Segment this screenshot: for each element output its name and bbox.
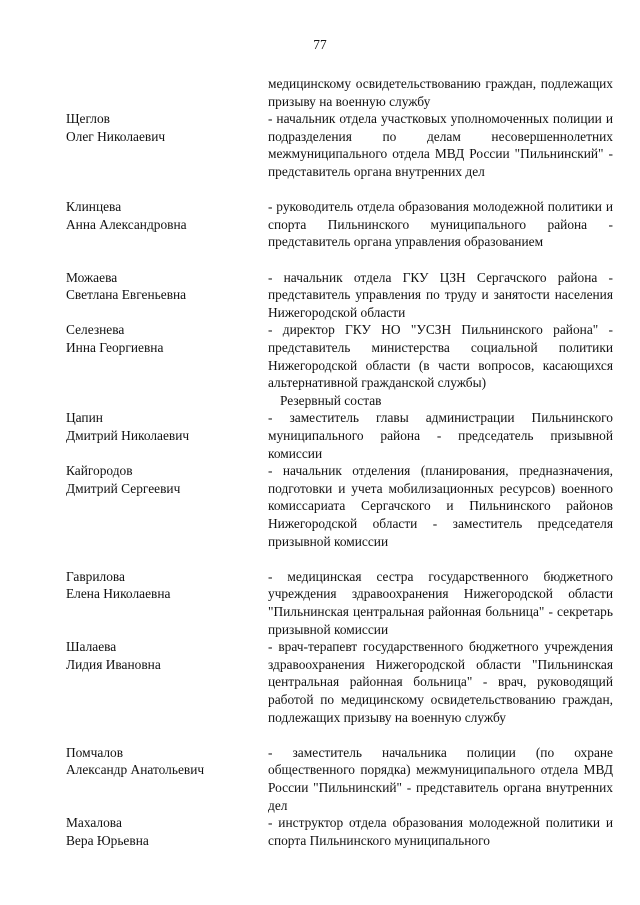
member-name [0, 110, 268, 145]
member-role: - заместитель начальника полиции (по охране общественного порядка) межмуниципального отдела МВД России "Пильнинский" - представитель органа внутренних дел [268, 744, 613, 813]
member-surname: Цапин [66, 410, 103, 426]
intro-continuation-row [0, 75, 640, 110]
member-role: - начальник отделения (планирования, предназначения, подготовки и учета мобилизационных ресурсов) военного комиссариата Сергачского и Пильнинского районов Нижегородской области - заместитель председателя призывной комиссии [268, 463, 613, 549]
member-name [0, 568, 268, 603]
member-given-name: Вера Юрьевна [66, 832, 149, 848]
member-name [0, 321, 268, 356]
commission-list [0, 75, 640, 849]
member-surname: Гаврилова [66, 568, 126, 584]
member-role: - начальник отдела ГКУ ЦЗН Сергачского района - представитель управления по труду и занятости населения Нижегородской области [268, 269, 613, 320]
reserve-row [0, 638, 640, 744]
member-row [0, 321, 640, 391]
reserve-heading: Резервный состав [280, 392, 382, 408]
member-given-name: Александр Анатольевич [66, 762, 205, 778]
member-surname: Махалова [66, 815, 122, 831]
reserve-row [0, 462, 640, 568]
member-name [0, 462, 268, 497]
reserve-heading-row [0, 392, 640, 410]
member-row [0, 269, 640, 322]
member-name [0, 638, 268, 673]
member-given-name: Лидия Ивановна [66, 656, 161, 672]
member-given-name: Дмитрий Сергеевич [66, 480, 181, 496]
member-surname: Селезнева [66, 322, 125, 338]
member-given-name: Анна Александровна [66, 216, 187, 232]
member-surname: Шалаева [66, 639, 117, 655]
member-given-name: Светлана Евгеньевна [66, 287, 187, 303]
member-surname: Клинцева [66, 199, 122, 215]
member-name [0, 269, 268, 304]
intro-continuation: медицинскому освидетельствованию граждан, подлежащих призыву на военную службу [268, 76, 613, 109]
reserve-row [0, 568, 640, 638]
member-role: - директор ГКУ НО "УСЗН Пильнинского района" - представитель министерства социальной политики Нижегородской области (в части вопросов, касающихся альтернативной гражданской службы) [268, 322, 613, 391]
member-surname: Щеглов [66, 111, 110, 127]
reserve-row [0, 744, 640, 814]
member-name [0, 744, 268, 779]
member-surname: Можаева [66, 269, 118, 285]
member-name [0, 409, 268, 444]
member-role: - медицинская сестра государственного бюджетного учреждения здравоохранения Нижегородской области "Пильнинская центральная районная больница" - секретарь призывной комиссии [268, 568, 613, 637]
member-row [0, 198, 640, 268]
member-role: - заместитель главы администрации Пильнинского муниципального района - председатель призывной комиссии [268, 410, 613, 461]
member-role: - инструктор отдела образования молодежной политики и спорта Пильнинского муниципального [268, 815, 613, 848]
member-given-name: Олег Николаевич [66, 128, 166, 144]
reserve-row [0, 814, 640, 849]
member-surname: Помчалов [66, 744, 124, 760]
page-number: 77 [313, 37, 327, 52]
member-given-name: Елена Николаевна [66, 586, 171, 602]
member-role: - начальник отдела участковых уполномоченных полиции и подразделения по делам несовершеннолетних межмуниципального отдела МВД России "Пильнинский" - представитель органа внутренних дел [268, 111, 613, 179]
member-row [0, 110, 640, 198]
member-given-name: Дмитрий Николаевич [66, 427, 190, 443]
member-name [0, 198, 268, 233]
member-surname: Кайгородов [66, 463, 133, 479]
member-name [0, 814, 268, 849]
member-role: - руководитель отдела образования молодежной политики и спорта Пильнинского муниципального района - представитель органа управления образованием [268, 199, 613, 250]
reserve-row [0, 409, 640, 462]
member-given-name: Инна Георгиевна [66, 339, 164, 355]
member-role: - врач-терапевт государственного бюджетного учреждения здравоохранения Нижегородской области "Пильнинская центральная районная больница" - врач, руководящий работой по медицинскому освидетельствованию граждан, подлежащих призыву на военную службу [268, 639, 613, 725]
